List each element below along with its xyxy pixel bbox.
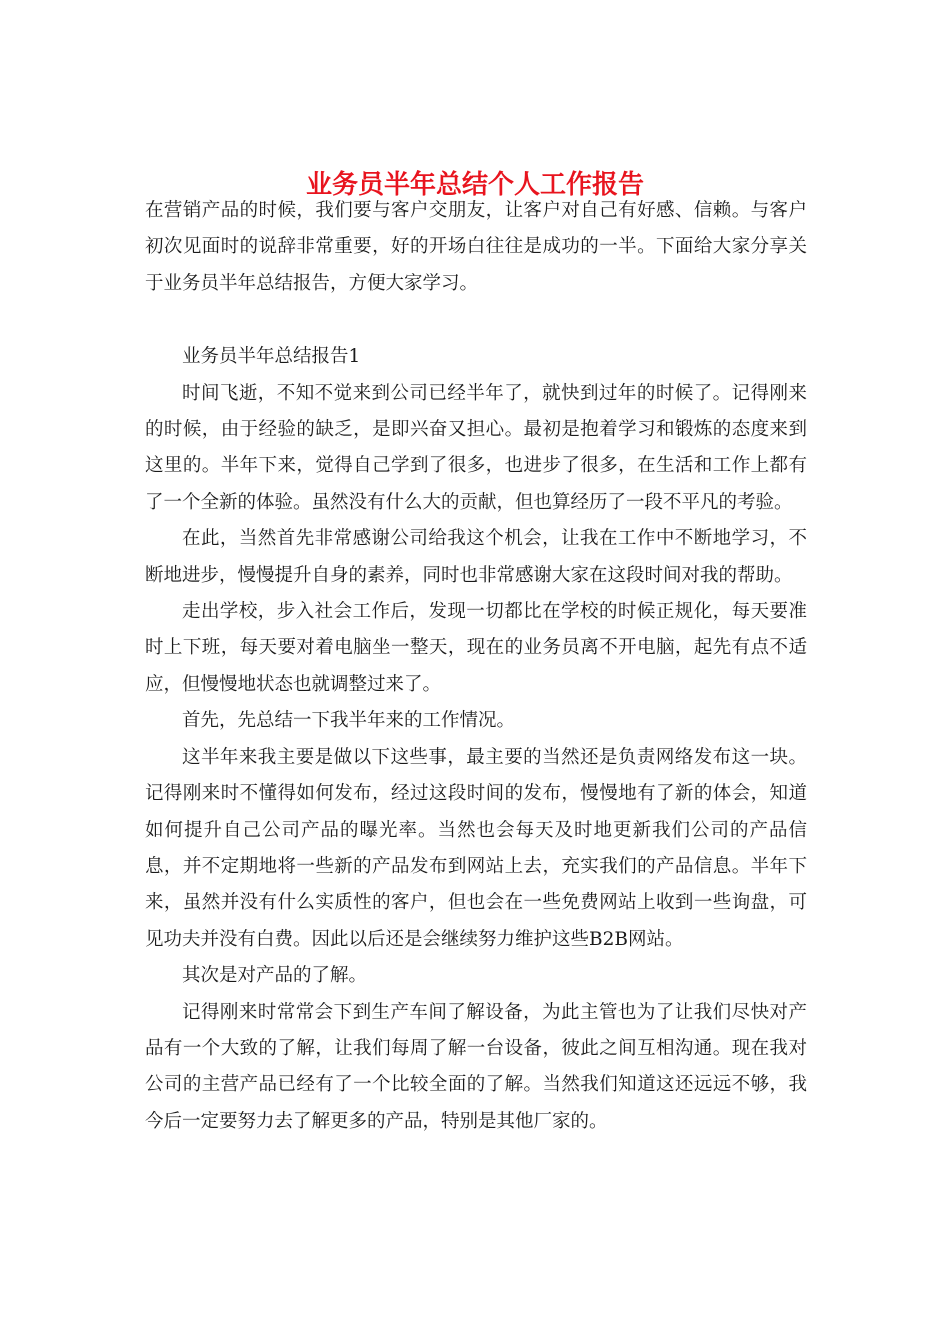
body-paragraph: 其次是对产品的了解。 — [182, 965, 368, 987]
intro-paragraph: 在营销产品的时候，我们要与客户交朋友，让客户对自己有好感、信赖。与客户初次见面时的说辞非常重要，好的开场白往往是成功的一半。下面给大家分享关于业务员半年总结报告，方便大家学习。 — [145, 200, 807, 294]
section-heading: 业务员半年总结报告1 — [182, 346, 361, 368]
paragraph-gap — [145, 302, 807, 339]
body-paragraph: 走出学校，步入社会工作后，发现一切都比在学校的时候正规化，每天要准时上下班，每天要对着电脑坐一整天，现在的业务员离不开电脑，起先有点不适应，但慢慢地状态也就调整过来了。 — [145, 601, 807, 695]
body-paragraph: 时间飞逝，不知不觉来到公司已经半年了，就快到过年的时候了。记得刚来的时候，由于经验的缺乏，是即兴奋又担心。最初是抱着学习和锻炼的态度来到这里的。半年下来，觉得自己学到了很多，也进步了很多，在生活和工作上都有了一个全新的体验。虽然没有什么大的贡献，但也算经历了一段不平凡的考验。 — [145, 382, 807, 513]
document-title: 业务员半年总结个人工作报告 — [305, 170, 644, 201]
body-paragraph: 首先，先总结一下我半年来的工作情况。 — [182, 710, 516, 732]
body-paragraph: 这半年来我主要是做以下这些事，最主要的当然还是负责网络发布这一块。记得刚来时不懂得如何发布，经过这段时间的发布，慢慢地有了新的体会，知道如何提升自己公司产品的曝光率。当然也会每天及时地更新我们公司的产品信息，并不定期地将一些新的产品发布到网站上去，充实我们的产品信息。半年下来，虽然并没有什么实质性的客户，但也会在一些免费网站上收到一些询盘，可见功夫并没有白费。因此以后还是会继续努力维护这些B2B网站。 — [145, 746, 807, 950]
body-paragraph: 在此，当然首先非常感谢公司给我这个机会，让我在工作中不断地学习，不断地进步，慢慢提升自身的素养，同时也非常感谢大家在这段时间对我的帮助。 — [145, 528, 807, 586]
document-body — [145, 193, 807, 1140]
body-paragraph: 记得刚来时常常会下到生产车间了解设备，为此主管也为了让我们尽快对产品有一个大致的了解，让我们每周了解一台设备，彼此之间互相沟通。现在我对公司的主营产品已经有了一个比较全面的了解。当然我们知道这还远远不够，我今后一定要努力去了解更多的产品，特别是其他厂家的。 — [145, 1001, 807, 1132]
